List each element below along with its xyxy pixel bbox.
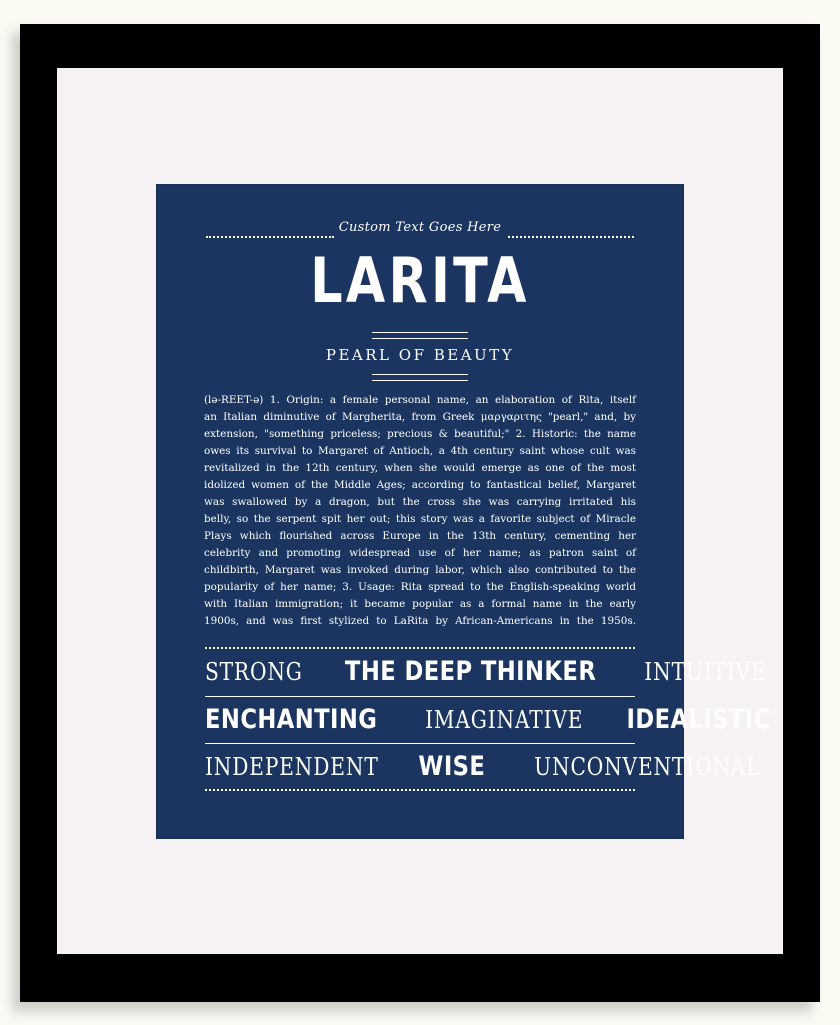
traits-divider-2 bbox=[205, 743, 635, 744]
definition-line: belly, so the serpent spit her out; this story was a favorite subject of Miracle bbox=[204, 513, 636, 525]
name-title: LARITA bbox=[310, 244, 530, 317]
meaning-top-rule-1 bbox=[372, 332, 468, 333]
trait-word: IDEALISTIC bbox=[626, 704, 771, 735]
traits-row-2 bbox=[205, 704, 771, 735]
trait-word: IMAGINATIVE bbox=[425, 706, 584, 734]
trait-word: UNCONVENTIONAL bbox=[534, 753, 761, 781]
definition-line: (lə-REET-ə) 1. Origin: a female personal name, an elaboration of Rita, itself bbox=[204, 394, 636, 406]
definition-line: owes its survival to Margaret of Antioch, a 4th century saint whose cult was bbox=[204, 445, 636, 457]
meaning-bottom-rule-1 bbox=[372, 374, 468, 375]
definition-line: was swallowed by a dragon, but the cross she was carrying irritated his bbox=[204, 496, 636, 508]
definition-line: childbirth, Margaret was invoked during labor, which also contributed to the bbox=[204, 564, 636, 576]
trait-word: WISE bbox=[418, 751, 486, 782]
definition-line: 1900s, and was first stylized to LaRita by African-Americans in the 1950s. bbox=[204, 615, 636, 627]
meaning-top-rule-2 bbox=[372, 338, 468, 339]
definition-line: with Italian immigration; it became popular as a formal name in the early bbox=[204, 598, 636, 610]
definition-line: Plays which flourished across Europe in the 13th century, cementing her bbox=[204, 530, 636, 542]
traits-divider-1 bbox=[205, 696, 635, 697]
trait-word: THE DEEP THINKER bbox=[345, 656, 597, 687]
definition-line: celebrity and promoting widespread use of her name; as patron saint of bbox=[204, 547, 636, 559]
name-meaning: PEARL OF BEAUTY bbox=[325, 346, 515, 364]
definition-line: an Italian diminutive of Margherita, from Greek μαργαριτης "pearl," and, by bbox=[204, 411, 636, 423]
name-definition bbox=[204, 392, 636, 630]
trait-word: INDEPENDENT bbox=[205, 753, 379, 781]
trait-word: STRONG bbox=[205, 658, 303, 686]
trait-word: INTUITIVE bbox=[643, 658, 767, 686]
traits-bottom-dotted-rule bbox=[205, 789, 635, 791]
definition-line: popularity of her name; 3. Usage: Rita spread to the English-speaking world bbox=[204, 581, 636, 593]
definition-line: idolized women of the Middle Ages; according to fantastical belief, Margaret bbox=[204, 479, 636, 491]
name-print bbox=[156, 184, 771, 839]
trait-word: ENCHANTING bbox=[205, 704, 378, 735]
custom-text: Custom Text Goes Here bbox=[338, 220, 502, 235]
top-left-dotted-rule bbox=[206, 236, 334, 238]
top-right-dotted-rule bbox=[508, 236, 634, 238]
traits-top-dotted-rule bbox=[205, 647, 635, 649]
definition-line: revitalized in the 12th century, when she would emerge as one of the most bbox=[204, 462, 636, 474]
meaning-bottom-rule-2 bbox=[372, 380, 468, 381]
definition-line: extension, "something priceless; precious & beautiful;" 2. Historic: the name bbox=[204, 428, 636, 440]
traits-row-3 bbox=[205, 751, 761, 782]
traits-row-1 bbox=[205, 656, 767, 687]
